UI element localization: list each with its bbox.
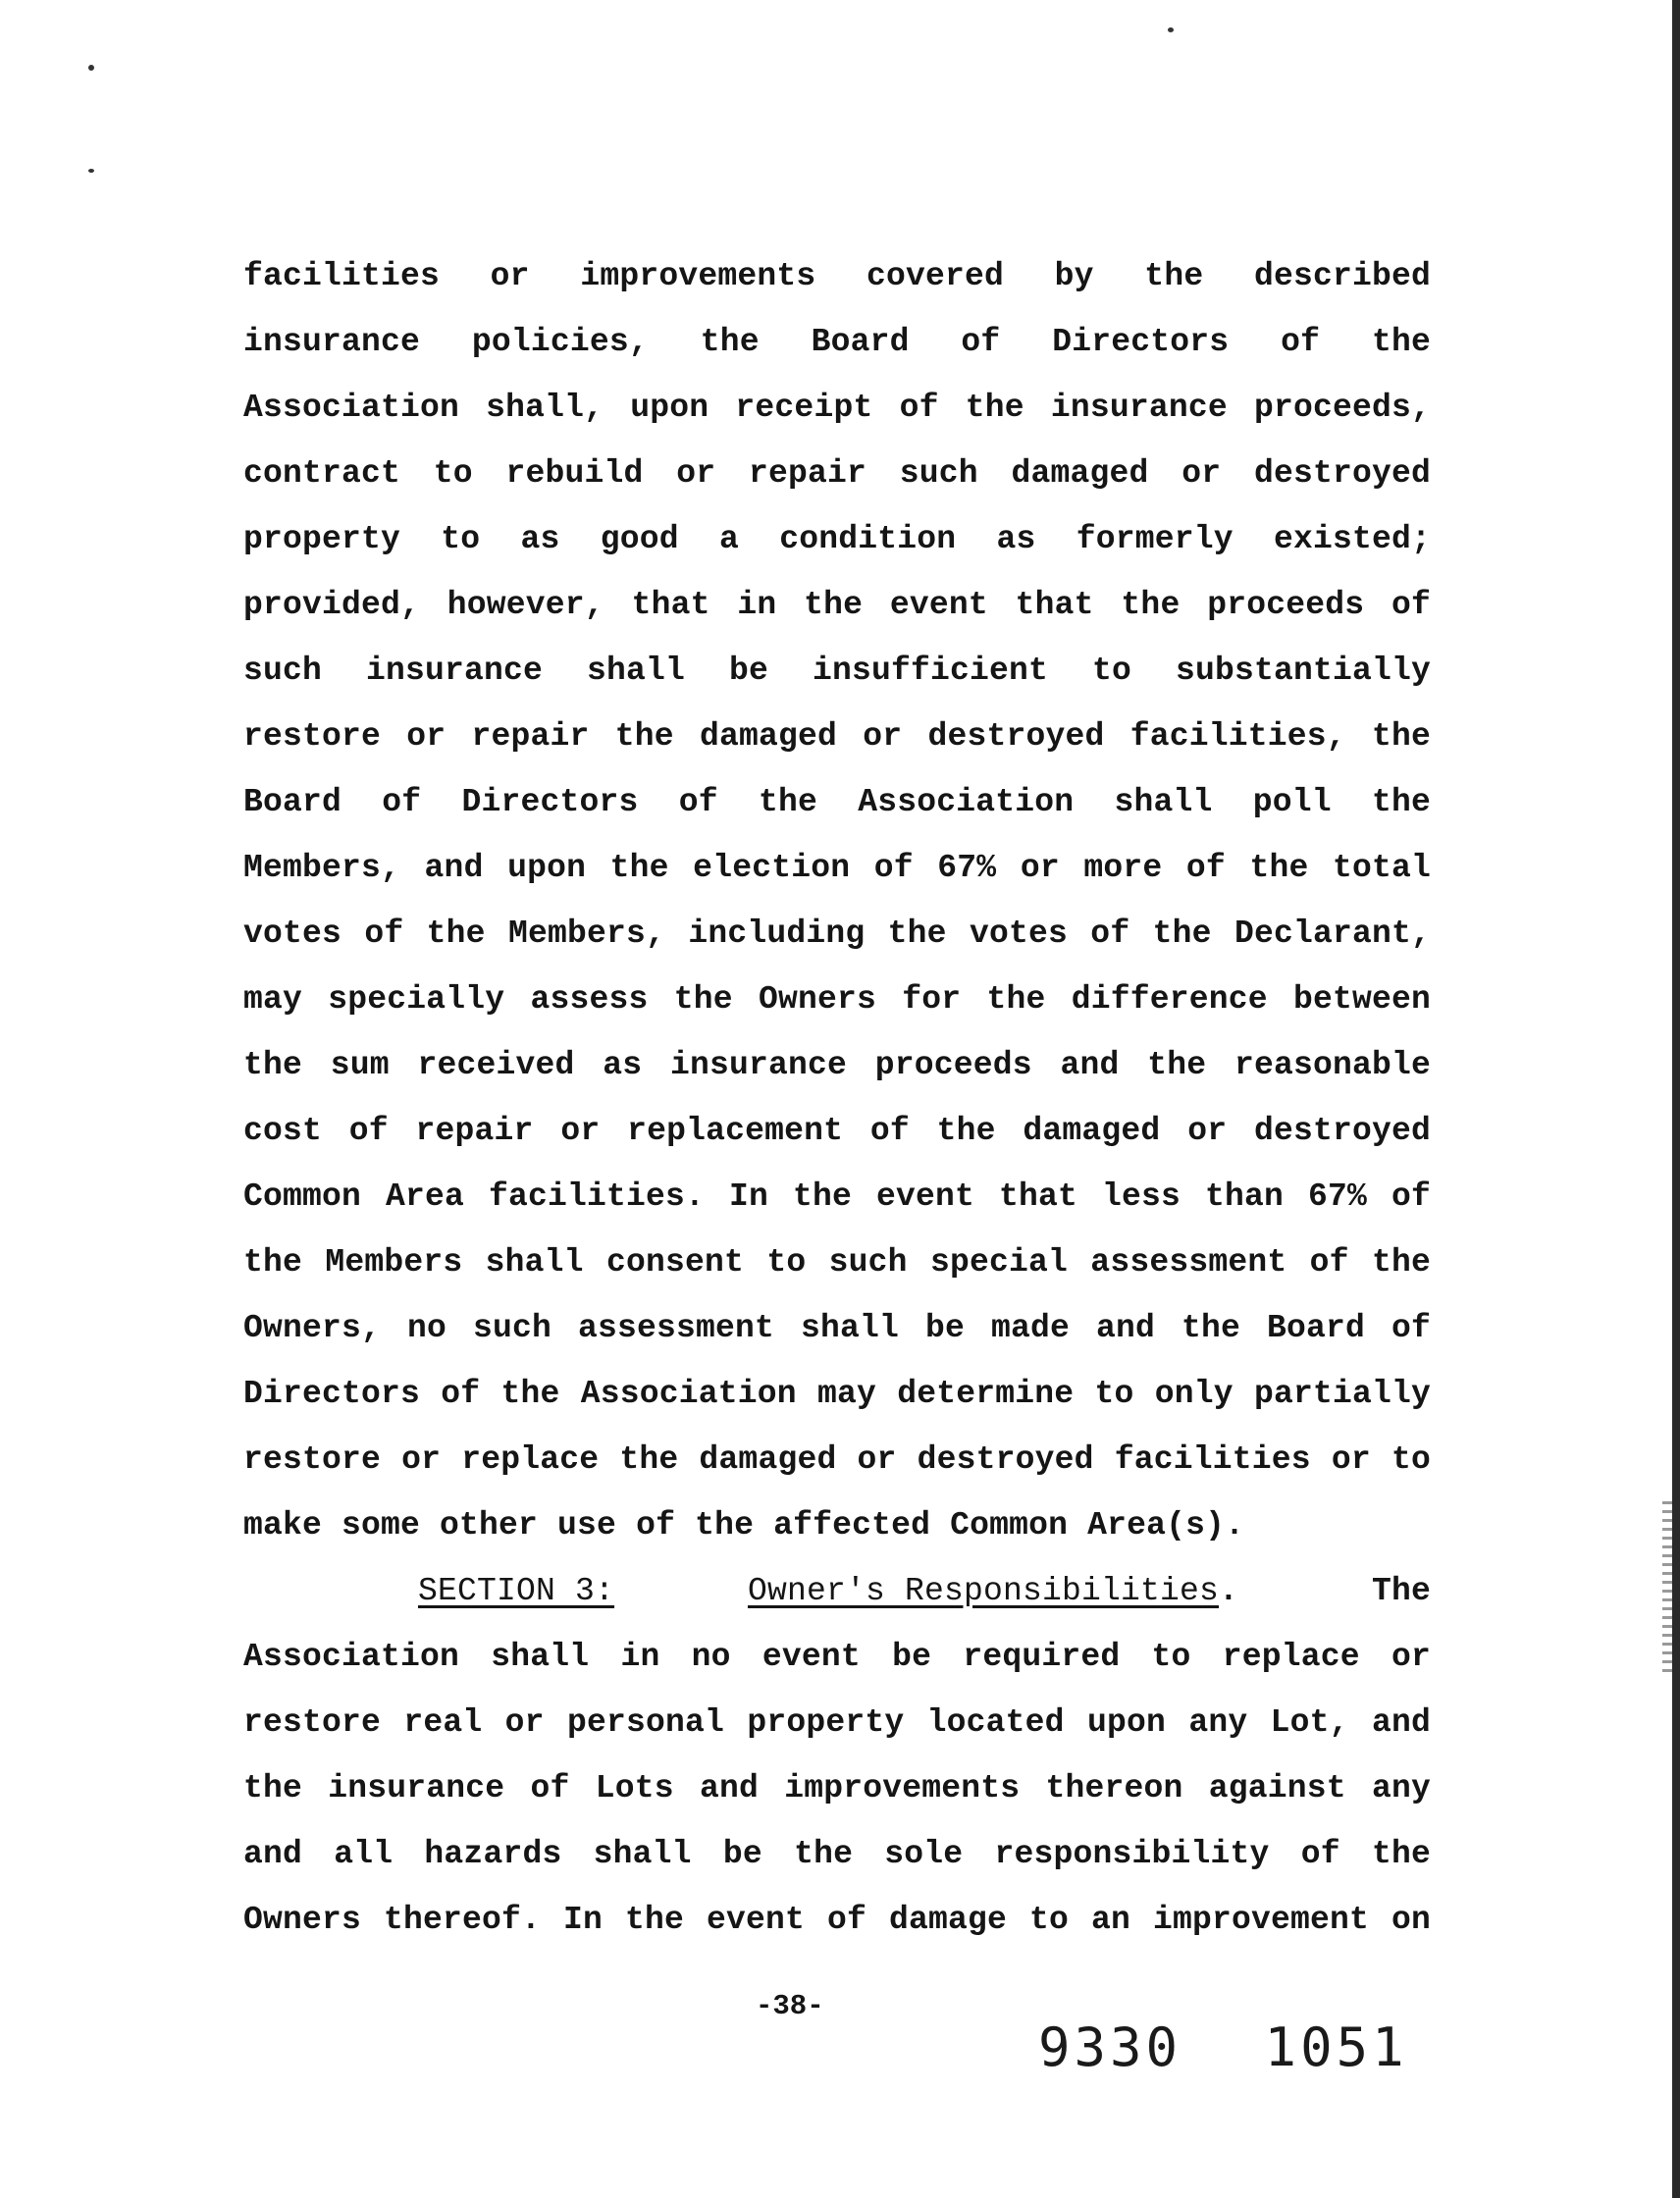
text-line: insurance policies, the Board of Directors of the — [243, 324, 1431, 360]
text-line: contract to rebuild or repair such damaged or destroyed — [243, 455, 1431, 492]
scan-edge — [1672, 0, 1680, 2198]
section-period: . — [1219, 1573, 1239, 1609]
text-line: restore real or personal property located upon any Lot, and — [243, 1704, 1431, 1741]
text-line: Board of Directors of the Association shall poll the — [243, 784, 1431, 820]
text-line: such insurance shall be insufficient to substantially — [243, 653, 1431, 689]
text-line: Association shall in no event be required to replace or — [243, 1639, 1431, 1675]
text-line: cost of repair or replacement of the damaged or destroyed — [243, 1113, 1431, 1149]
text-line: restore or replace the damaged or destroyed facilities or to — [243, 1441, 1431, 1478]
text-line: restore or repair the damaged or destroyed facilities, the — [243, 718, 1431, 755]
text-line: property to as good a condition as formerly existed; — [243, 521, 1431, 557]
text-line: the sum received as insurance proceeds and the reasonable — [243, 1047, 1431, 1083]
section-title: Owner's Responsibilities — [747, 1573, 1220, 1609]
text-line: facilities or improvements covered by the described — [243, 258, 1431, 294]
text-line: make some other use of the affected Common Area(s). — [243, 1507, 1245, 1544]
text-line: votes of the Members, including the votes of the Declarant, — [243, 916, 1431, 952]
scan-dot — [88, 65, 94, 71]
text-line: Association shall, upon receipt of the insurance proceeds, — [243, 390, 1431, 426]
text-line: the Members shall consent to such special assessment of the — [243, 1244, 1431, 1281]
document-stamp-number: 9330 1051 — [1038, 2016, 1408, 2078]
section-title-wrap — [748, 1558, 1238, 1624]
text-line: Owners, no such assessment shall be made and the Board of — [243, 1310, 1431, 1346]
section-heading — [243, 1558, 1431, 1624]
text-line: the insurance of Lots and improvements thereon against any — [243, 1770, 1431, 1806]
text-line: Owners thereof. In the event of damage to an improvement on — [243, 1902, 1431, 1938]
text-line: and all hazards shall be the sole responsibility of the — [243, 1836, 1431, 1872]
text-line: may specially assess the Owners for the difference between — [243, 981, 1431, 1018]
scan-dot — [88, 169, 94, 173]
document-body — [243, 243, 1431, 1953]
text-line: provided, however, that in the event that the proceeds of — [243, 587, 1431, 623]
page-number: -38- — [756, 1990, 824, 2022]
scan-specks — [1662, 1501, 1672, 1678]
text-line: Common Area facilities. In the event that less than 67% of — [243, 1178, 1431, 1215]
section-number: SECTION 3: — [418, 1573, 615, 1609]
text-line: Directors of the Association may determine to only partially — [243, 1376, 1431, 1412]
section-lead-word: The — [1371, 1573, 1431, 1609]
scan-dot — [1168, 27, 1174, 32]
text-line: Members, and upon the election of 67% or more of the total — [243, 850, 1431, 886]
